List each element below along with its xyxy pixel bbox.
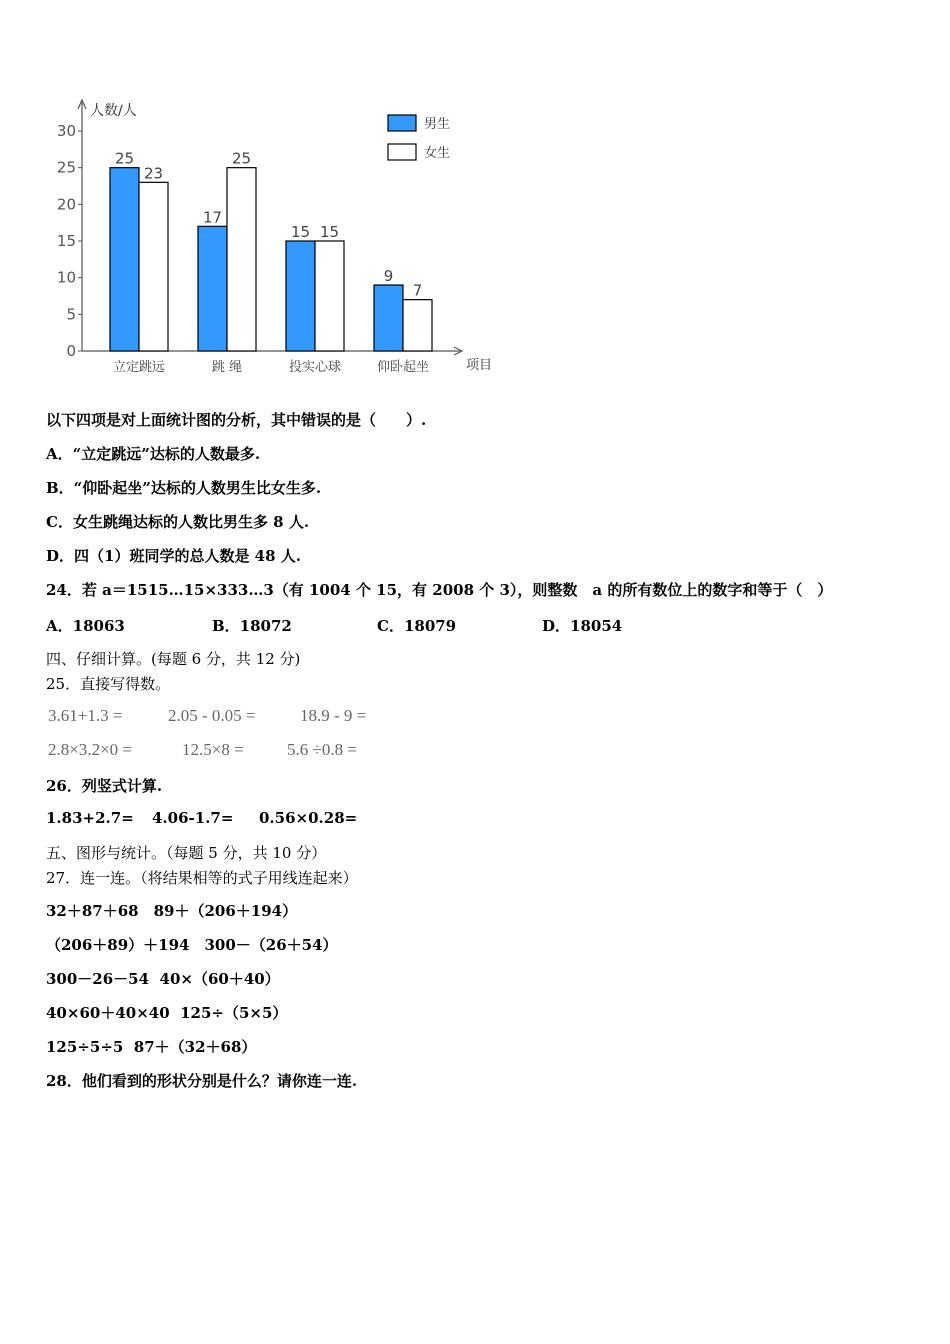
q23-stem: 以下四项是对上面统计图的分析，其中错误的是（ ）. [46,411,427,429]
q27-row: 40×60＋40×40 125÷（5×5） [46,1004,288,1022]
y-tick-label: 20 [56,195,76,214]
q26-item: 4.06-1.7= [152,809,234,827]
q27-row: 32＋87＋68 89＋（206＋194） [46,902,298,920]
category-label: 跳 绳 [211,360,243,375]
q25-eq: 2.05 - 0.05 = [168,706,256,725]
q24-option-a: A．18063 [46,617,125,635]
q26-item: 0.56×0.28= [259,809,358,827]
q24-option-c: C．18079 [377,617,457,635]
q25-stem: 25．直接写得数。 [46,675,171,693]
q23-option-a: A．“立定跳远”达标的人数最多. [46,445,261,463]
q27-row: 125÷5÷5 87＋（32＋68） [46,1038,257,1056]
q24-option-b: B．18072 [212,617,292,635]
q27-row: （206＋89）＋194 300－（26＋54） [46,936,338,954]
q25-eq: 2.8×3.2×0 = [48,740,133,759]
category-label: 投实心球 [288,360,342,375]
legend-label: 女生 [424,146,451,161]
y-tick-label: 0 [66,342,76,360]
bar-boys [374,285,403,351]
q27-stem: 27．连一连。（将结果相等的式子用线连起来） [46,869,358,887]
q25-eq: 3.61+1.3 = [48,706,123,725]
x-axis-label: 项目 [466,358,493,373]
section4-title: 四、仔细计算。(每题 6 分，共 12 分) [46,650,301,668]
y-tick-label: 30 [56,122,76,140]
category-label: 立定跳远 [112,360,166,375]
bar-girls [315,241,344,351]
q28-stem: 28．他们看到的形状分别是什么？请你连一连. [46,1072,358,1090]
q23-option-c: C．女生跳绳达标的人数比男生多 8 人. [46,513,310,531]
bar-chart [40,95,520,385]
q25-eq: 12.5×8 = [182,740,244,759]
bar-girls [227,168,256,351]
bar-girls [403,300,432,351]
y-tick-label: 10 [56,268,76,287]
q24-stem: 24．若 a＝1515…15×333…3（有 1004 个 15，有 2008 个 3），则整数 a 的所有数位上的数字和等于（ ） [46,581,833,599]
bar-value-label: 9 [383,267,394,285]
bar-value-label: 23 [143,164,164,183]
bar-value-label: 25 [114,149,135,168]
y-tick-label: 5 [66,305,76,324]
y-axis-label: 人数/人 [90,103,137,119]
bar-value-label: 15 [290,223,311,241]
bar-girls [139,182,168,351]
bar-value-label: 25 [231,149,252,168]
q25-eq: 18.9 - 9 = [300,706,367,725]
bar-value-label: 7 [412,281,423,300]
y-tick-label: 15 [56,232,76,250]
bar-boys [286,241,315,351]
q27-row: 300－26－54 40×（60＋40） [46,970,280,988]
category-label: 仰卧起坐 [376,360,430,375]
bar-boys [110,168,139,351]
bar-value-label: 17 [202,208,223,227]
q26-item: 1.83+2.7= [46,809,134,827]
y-tick-label: 25 [56,158,76,177]
section5-title: 五、图形与统计。（每题 5 分，共 10 分） [46,844,327,862]
bar-value-label: 15 [319,223,340,241]
legend-label: 男生 [424,117,451,132]
legend-swatch [388,115,416,131]
q23-option-b: B．“仰卧起坐”达标的人数男生比女生多. [46,479,322,497]
bar-boys [198,226,227,351]
q25-eq: 5.6 ÷0.8 = [287,740,357,759]
q26-stem: 26．列竖式计算. [46,777,163,795]
legend-swatch [388,144,416,160]
q23-option-d: D．四（1）班同学的总人数是 48 人. [46,547,301,565]
q24-option-d: D．18054 [542,617,623,635]
